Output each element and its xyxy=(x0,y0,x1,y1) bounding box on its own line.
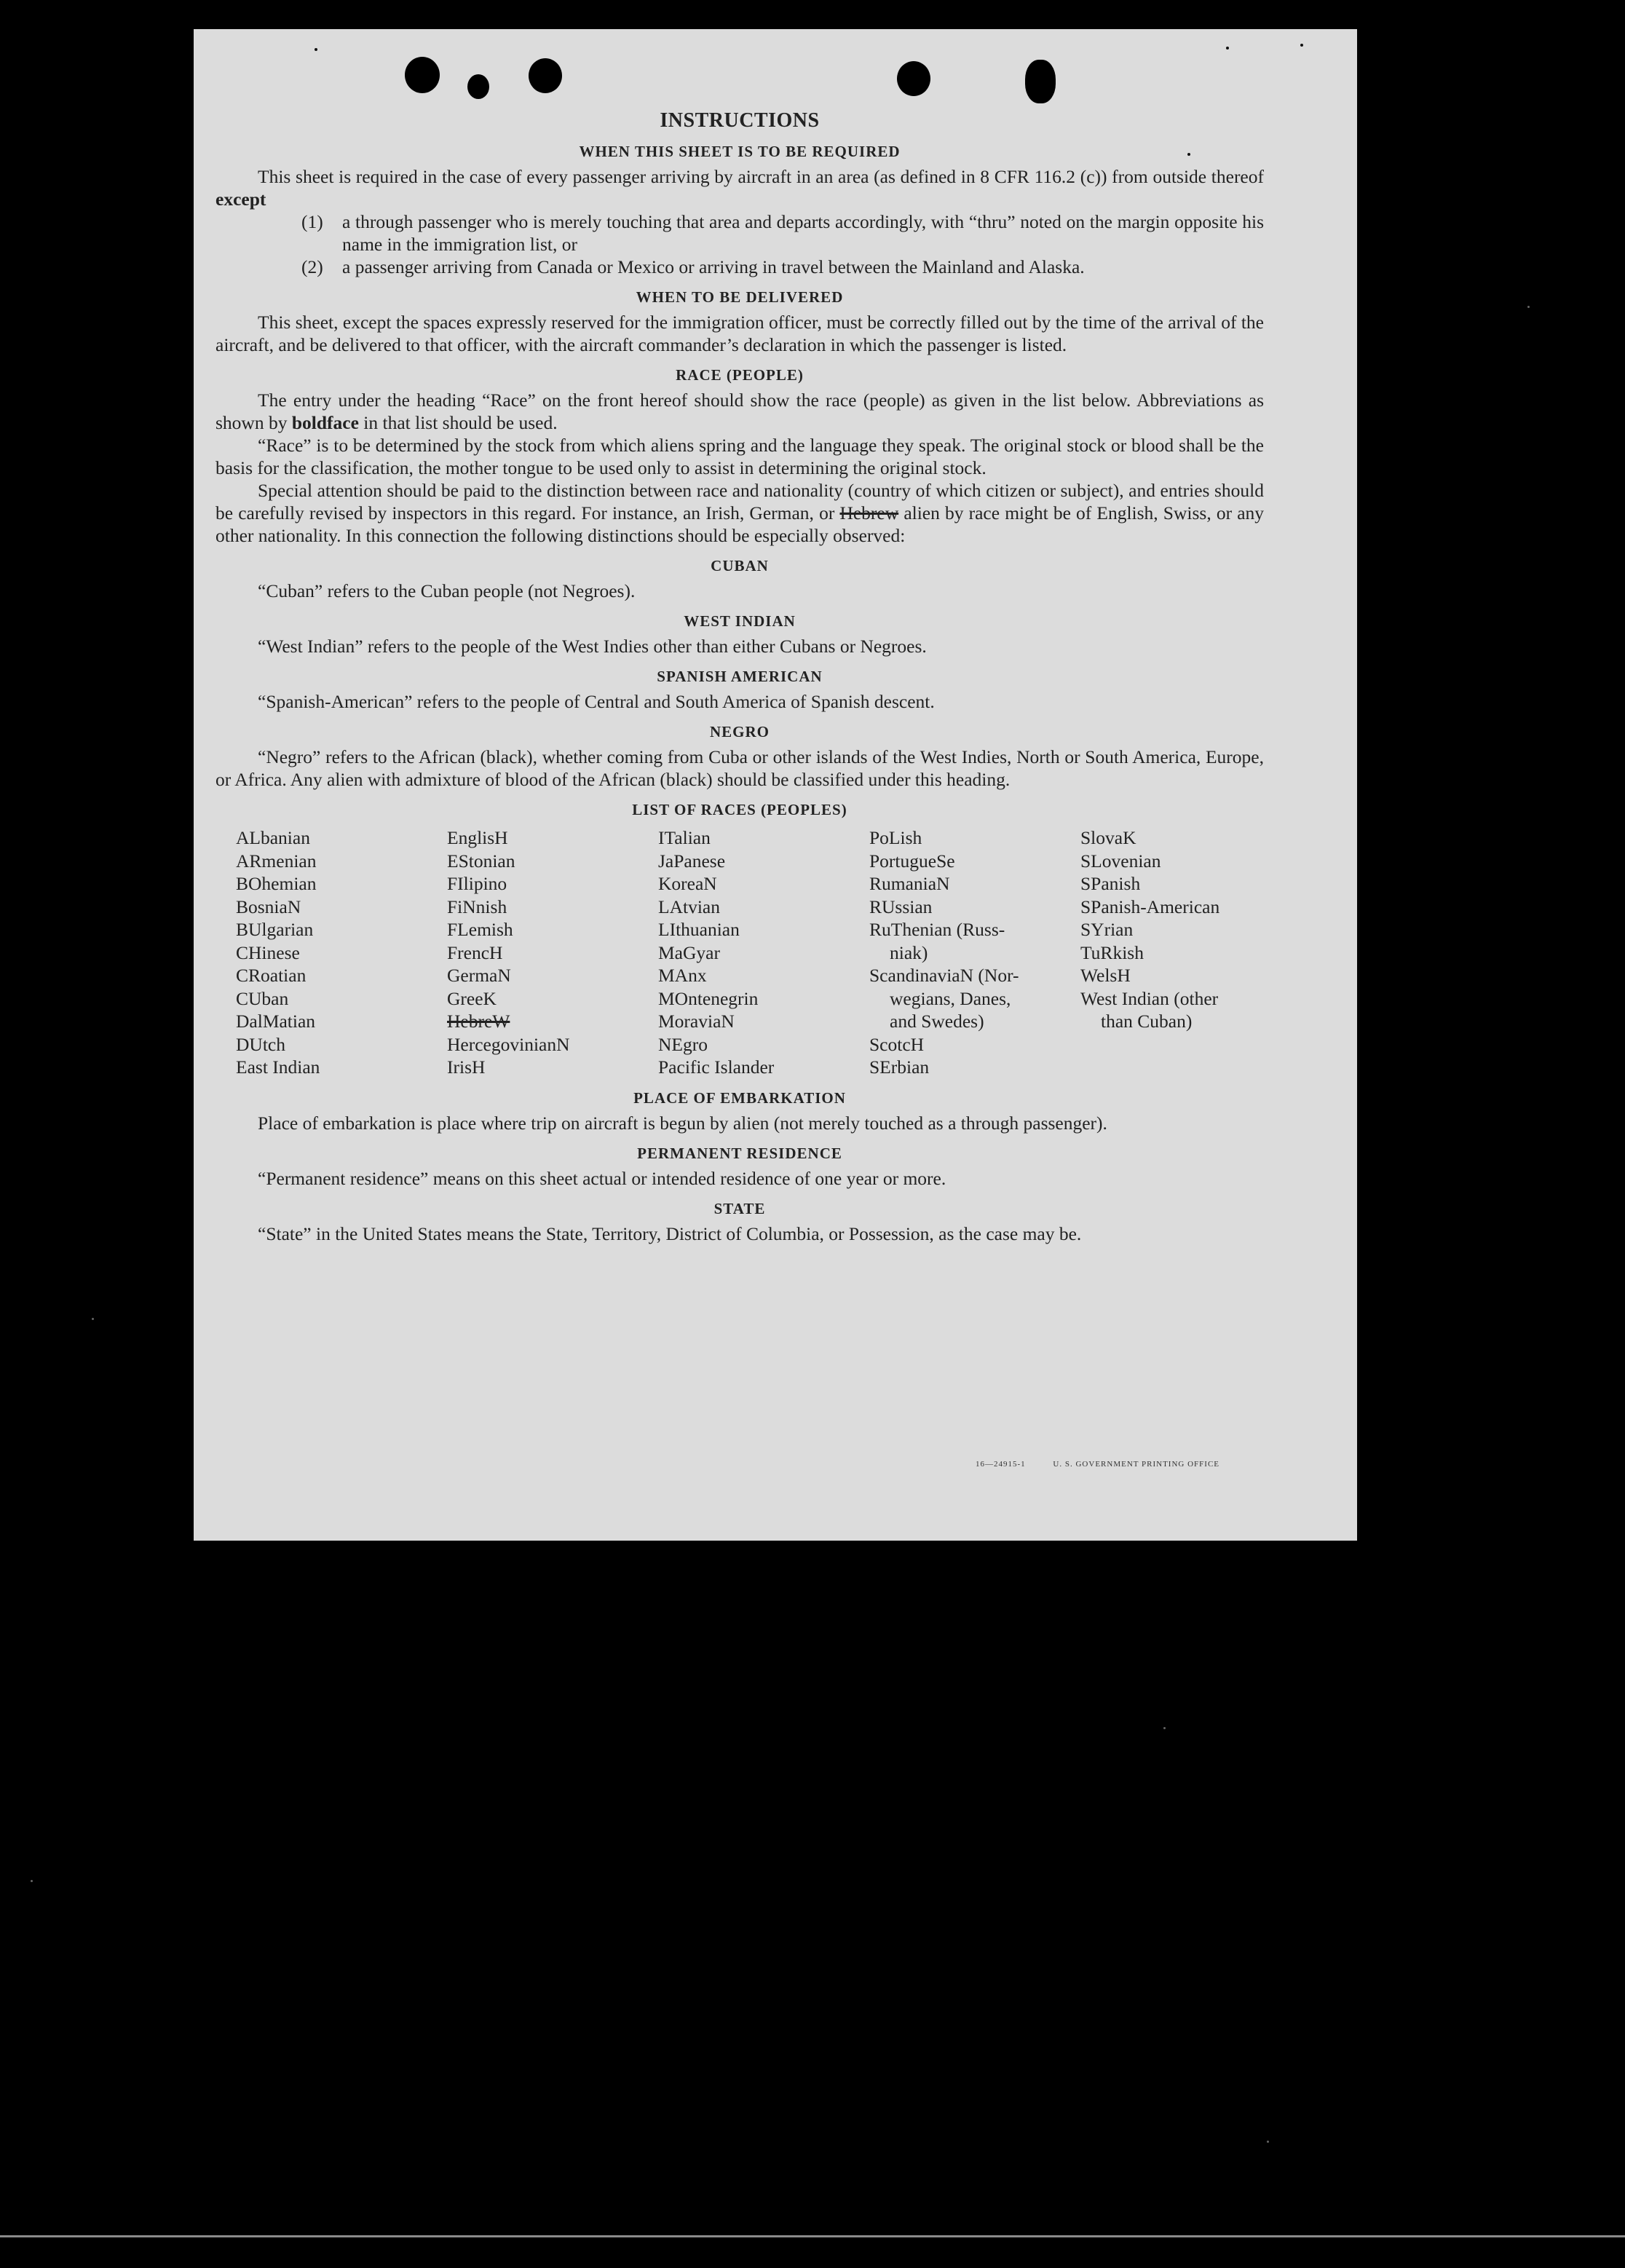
list-item: (2) a passenger arriving from Canada or Mexico or arriving in travel between the Mainland and Alaska. xyxy=(301,256,1085,277)
paragraph-race-1: The entry under the heading “Race” on the front hereof should show the race (people) as given in the list below. Abbreviations as shown by boldface in that list should be used. xyxy=(216,390,1264,433)
punch-hole xyxy=(467,74,489,99)
race-entry: LIthuanian xyxy=(658,919,740,940)
races-column xyxy=(236,826,447,1079)
race-entry: PortugueSe xyxy=(869,850,955,872)
heading-west-indian: WEST INDIAN xyxy=(684,612,796,630)
race-entry: JaPanese xyxy=(658,850,726,872)
heading-spanish-american: SPANISH AMERICAN xyxy=(657,668,823,685)
printer-footer xyxy=(976,1460,1244,1469)
speck xyxy=(1300,44,1303,47)
race-entry: CRoatian xyxy=(236,965,307,986)
page-title: INSTRUCTIONS xyxy=(660,109,820,132)
speck xyxy=(315,48,317,51)
paragraph-race-3: Special attention should be paid to the distinction between race and nationality (country of which citizen or subject), and entries should be carefully revised by inspectors in this regard. For instance, an Irish, German, or Hebrew alien by race might be of English, Swiss, or any other nationality. In this connection the following distinctions should be especially observed: xyxy=(216,480,1265,546)
punch-hole xyxy=(897,61,930,96)
speck xyxy=(1226,47,1229,50)
race-entry: DalMatian xyxy=(236,1011,316,1032)
race-entry: RumaniaN xyxy=(869,873,950,894)
races-column xyxy=(869,826,1080,1079)
list-item: (1) a through passenger who is merely touching that area and departs accordingly, with “thru” noted on the margin opposite his name in the immigration list, or xyxy=(301,211,1264,255)
race-entry: West Indian (other xyxy=(1080,987,1219,1009)
race-entry: ITalian xyxy=(658,827,711,848)
race-entry: RuThenian (Russ- xyxy=(869,919,1005,940)
heading-when-required: WHEN THIS SHEET IS TO BE REQUIRED xyxy=(579,143,901,160)
race-entry: ScotcH xyxy=(869,1033,925,1055)
race-entry: CHinese xyxy=(236,941,300,963)
races-column xyxy=(1080,826,1292,1079)
race-entry: EnglisH xyxy=(447,827,508,848)
races-table xyxy=(236,826,1264,1079)
race-entry: BosniaN xyxy=(236,896,301,917)
race-entry: NEgro xyxy=(658,1033,708,1055)
race-entry: FrencH xyxy=(447,941,503,963)
race-entry: SlovaK xyxy=(1080,827,1136,848)
speck xyxy=(1267,2141,1269,2143)
race-entry: TuRkish xyxy=(1080,941,1144,963)
paragraph-embarkation: Place of embarkation is place where trip on aircraft is begun by alien (not merely touched as a through passenger). xyxy=(258,1112,1107,1134)
race-entry: EStonian xyxy=(447,850,515,872)
race-entry: MaGyar xyxy=(658,941,720,963)
race-entry: IrisH xyxy=(447,1056,486,1078)
paragraph-state: “State” in the United States means the State, Territory, District of Columbia, or Possession, as the case may be. xyxy=(258,1222,1082,1244)
race-entry: WelsH xyxy=(1080,965,1131,986)
paragraph-cuban: “Cuban” refers to the Cuban people (not Negroes). xyxy=(258,580,636,601)
race-entry: SPanish xyxy=(1080,873,1141,894)
heading-race: RACE (PEOPLE) xyxy=(676,366,804,384)
scan-edge-line xyxy=(0,2235,1625,2237)
race-entry: FLemish xyxy=(447,919,513,940)
race-entry: FIlipino xyxy=(447,873,507,894)
race-entry: ScandinaviaN (Nor- xyxy=(869,965,1019,986)
race-entry: ARmenian xyxy=(236,850,317,872)
race-entry: SLovenian xyxy=(1080,850,1161,872)
instructions-body xyxy=(216,109,1264,1245)
race-entry: MAnx xyxy=(658,965,707,986)
race-entry: RUssian xyxy=(869,896,933,917)
race-entry: niak) xyxy=(890,941,928,963)
race-entry: Pacific Islander xyxy=(658,1056,775,1078)
race-entry: SPanish-American xyxy=(1080,896,1220,917)
race-entry: FiNnish xyxy=(447,896,507,917)
speck xyxy=(1527,306,1530,308)
paragraph-negro: “Negro” refers to the African (black), whether coming from Cuba or other islands of the West Indies, North or South America, Europe, or Africa. Any alien with admixture of blood of the African (black) should be classified under this heading. xyxy=(216,746,1264,790)
paragraph-race-2: “Race” is to be determined by the stock from which aliens spring and the language they speak. The original stock or blood shall be the basis for the classification, the mother tongue to be used only to assist in determining the original stock. xyxy=(216,435,1264,478)
race-entry: SErbian xyxy=(869,1056,930,1078)
punch-hole xyxy=(1025,60,1056,103)
race-entry: GermaN xyxy=(447,965,511,986)
punch-hole xyxy=(529,58,562,93)
paragraph-west-indian: “West Indian” refers to the people of the West Indies other than either Cubans or Negroes. xyxy=(258,636,927,657)
paragraph-permanent-residence: “Permanent residence” means on this sheet actual or intended residence of one year or more. xyxy=(258,1167,946,1189)
race-entry: BOhemian xyxy=(236,873,317,894)
race-entry: LAtvian xyxy=(658,896,720,917)
race-entry: than Cuban) xyxy=(1101,1011,1193,1032)
race-entry-struck: HebreW xyxy=(447,1011,510,1032)
heading-negro: NEGRO xyxy=(709,723,770,740)
heading-list-of-races: LIST OF RACES (PEOPLES) xyxy=(632,801,847,818)
race-entry: wegians, Danes, xyxy=(890,987,1011,1009)
race-entry: MOntenegrin xyxy=(658,987,759,1009)
race-entry: CUban xyxy=(236,987,289,1009)
printer-imprint: U. S. GOVERNMENT PRINTING OFFICE xyxy=(1053,1460,1220,1469)
heading-embarkation: PLACE OF EMBARKATION xyxy=(633,1088,846,1107)
race-entry: HercegovinianN xyxy=(447,1033,570,1055)
races-column xyxy=(447,826,658,1079)
paragraph-when-required: This sheet is required in the case of every passenger arriving by aircraft in an area (as defined in 8 CFR 116.2 (c)) from outside thereof except xyxy=(216,166,1264,210)
race-entry: SYrian xyxy=(1080,919,1134,940)
struck-word: Hebrew xyxy=(839,502,899,523)
races-column xyxy=(658,826,869,1079)
race-entry: ALbanian xyxy=(236,827,310,848)
heading-when-delivered: WHEN TO BE DELIVERED xyxy=(636,288,844,306)
paragraph-when-delivered: This sheet, except the spaces expressly reserved for the immigration officer, must be correctly filled out by the time of the arrival of the aircraft, and be delivered to that officer, with the aircraft commander’s declaration in which the passenger is listed. xyxy=(216,312,1264,355)
paragraph-spanish-american: “Spanish-American” refers to the people of Central and South America of Spanish descent. xyxy=(258,691,935,712)
race-entry: MoraviaN xyxy=(658,1011,735,1032)
race-entry: DUtch xyxy=(236,1033,285,1055)
race-entry: PoLish xyxy=(869,827,922,848)
race-entry: KoreaN xyxy=(658,873,717,894)
race-entry: East Indian xyxy=(236,1056,320,1078)
heading-cuban: CUBAN xyxy=(711,557,769,574)
speck xyxy=(1163,1727,1166,1729)
speck xyxy=(31,1880,33,1882)
heading-permanent-residence: PERMANENT RESIDENCE xyxy=(637,1144,842,1162)
document-sheet xyxy=(194,29,1357,1541)
race-entry: BUlgarian xyxy=(236,919,314,940)
punch-hole xyxy=(405,57,440,93)
form-number: 16—24915-1 xyxy=(976,1460,1026,1469)
heading-state: STATE xyxy=(713,1199,766,1217)
speck xyxy=(92,1318,94,1320)
race-entry: and Swedes) xyxy=(890,1011,984,1032)
race-entry: GreeK xyxy=(447,987,497,1009)
